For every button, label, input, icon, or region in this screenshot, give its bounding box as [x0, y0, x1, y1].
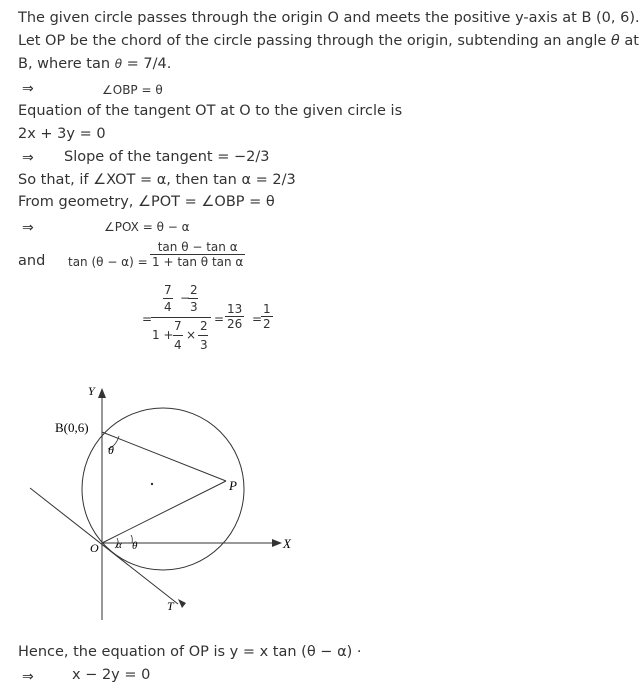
- and-label: and: [18, 253, 46, 269]
- two-over-three-den-top: 2: [200, 319, 208, 333]
- label-theta-o: θ: [132, 540, 138, 552]
- fraction-13: 13: [227, 302, 243, 316]
- fraction-tan-numerator: tan θ − tan α: [157, 240, 238, 254]
- tan-lhs: tan (θ − α) =: [68, 255, 148, 269]
- label-x: X: [283, 536, 291, 551]
- fraction-26: 26: [227, 317, 243, 331]
- implies-arrow-2: ⇒: [22, 150, 34, 166]
- label-p: P: [229, 478, 237, 493]
- seven-over-four-top: 7: [164, 283, 172, 297]
- theta-symbol-small: θ: [114, 57, 123, 71]
- final-equation: x − 2y = 0: [72, 667, 151, 683]
- fraction-2: 2: [263, 317, 271, 331]
- implies-arrow-4: ⇒: [22, 669, 34, 685]
- times-sign: ×: [186, 328, 197, 342]
- text-line-3-b: = 7/4.: [122, 56, 172, 72]
- text-line-2-b: at: [619, 33, 639, 49]
- two-over-three-bottom: 3: [190, 300, 198, 314]
- text-line-2-a: Let OP be the chord of the circle passing through the origin, subtending an angle: [18, 33, 611, 49]
- slope-line: Slope of the tangent = −2/3: [64, 149, 270, 165]
- x-axis-arrow-icon: [272, 539, 282, 547]
- circle-center-dot: [151, 483, 153, 485]
- equals-sign-1: =: [142, 312, 153, 326]
- label-alpha: α: [116, 539, 122, 551]
- tangent-arrow-icon: [178, 599, 186, 608]
- tangent-line-ot: [30, 488, 178, 604]
- angle-pox: ∠POX = θ − α: [104, 220, 190, 234]
- text-line-5: Equation of the tangent OT at O to the given circle is: [18, 103, 403, 119]
- implies-arrow-1: ⇒: [22, 81, 34, 97]
- label-o: O: [90, 541, 99, 555]
- fraction-tan-denominator: 1 + tan θ tan α: [152, 255, 244, 269]
- text-line-8: So that, if ∠XOT = α, then tan α = 2/3: [18, 172, 296, 188]
- label-t: T: [167, 599, 174, 613]
- text-line-3-a: B, where tan: [18, 56, 115, 72]
- chord-bp: [102, 432, 226, 481]
- two-over-three-top: 2: [190, 283, 198, 297]
- fraction-1: 1: [263, 302, 271, 316]
- seven-over-four-den-bottom: 4: [174, 338, 182, 352]
- equals-sign-3: =: [252, 312, 263, 326]
- y-axis-arrow-icon: [98, 388, 106, 398]
- hence-line: Hence, the equation of OP is y = x tan (θ − α) ·: [18, 644, 362, 660]
- text-line-1: The given circle passes through the origin O and meets the positive y-axis at B (0, 6).: [18, 10, 640, 26]
- angle-obp: ∠OBP = θ: [102, 83, 163, 97]
- text-line-9: From geometry, ∠POT = ∠OBP = θ: [18, 194, 275, 210]
- label-y: Y: [88, 384, 95, 398]
- implies-arrow-3: ⇒: [22, 220, 34, 236]
- tangent-equation: 2x + 3y = 0: [18, 126, 106, 142]
- label-theta-b: θ: [108, 443, 114, 457]
- circle: [82, 408, 244, 570]
- seven-over-four-den-top: 7: [174, 319, 182, 333]
- minus-sign: −: [180, 291, 191, 305]
- equals-sign-2: =: [214, 312, 225, 326]
- two-over-three-den-bottom: 3: [200, 338, 208, 352]
- label-b: B(0,6): [55, 420, 89, 435]
- theta-symbol: θ: [610, 33, 620, 49]
- seven-over-four-bottom: 4: [164, 300, 172, 314]
- one-plus: 1 +: [152, 328, 174, 342]
- chord-op: [102, 481, 226, 543]
